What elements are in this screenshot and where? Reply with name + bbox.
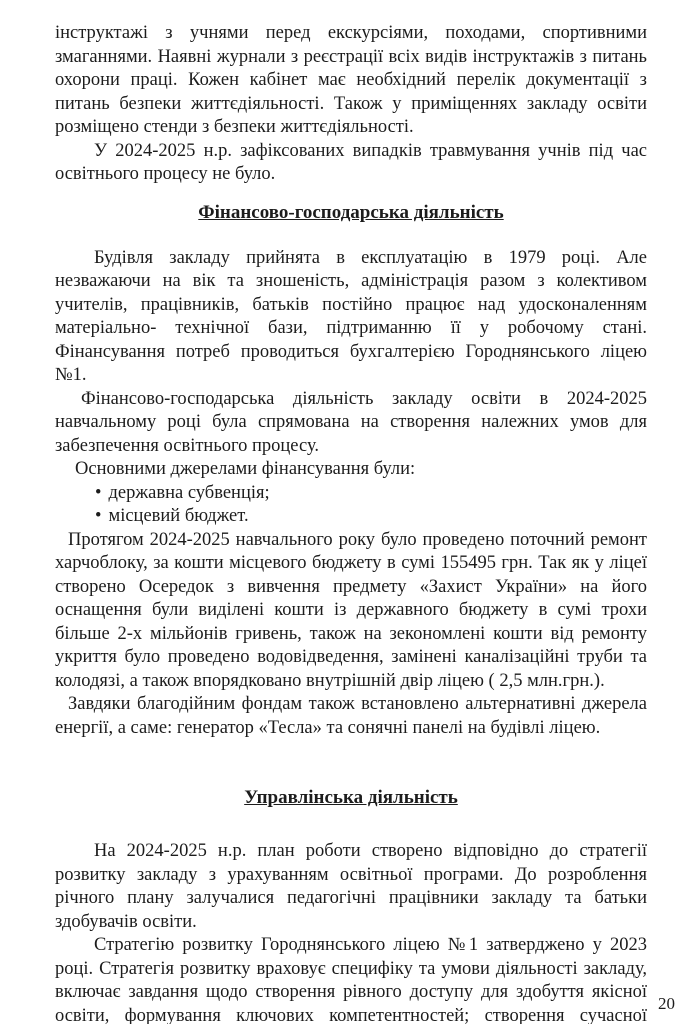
bullet-icon: • xyxy=(95,482,102,503)
section-heading-finance-text: Фінансово-господарська діяльність xyxy=(198,201,504,223)
paragraph-repairs-funding: Протягом 2024-2025 навчального року було проведено поточний ремонт харчоблоку, за кошти місцевого бюджету в сумі 155495 грн. Так як у ліцеї створено Осередок з вивчення предмету «Захист України» на його оснащення були виділені кошти із державного бюджету в сумі трохи більше 2-х мільйонів гривень, також на зекономлені кошти від ремонту укриття було проведено водовідведення, замінені каналізаційні труби та колодязі, а також впорядковано внутрішній двір ліцею ( 2,5 млн.грн.). xyxy=(55,529,647,691)
section-heading-finance xyxy=(55,201,647,225)
list-item-local-budget xyxy=(55,505,647,529)
paragraph-no-injuries: У 2024-2025 н.р. зафіксованих випадків травмування учнів під час освітнього процесу не було. xyxy=(55,140,647,184)
list-item-text: державна субвенція; xyxy=(108,482,270,503)
paragraph-development-strategy: Стратегію розвитку Городнянського ліцею №1 затверджено у 2023 році. Стратегія розвитку враховує специфіку та умови діяльності закладу, включає завдання щодо створення рівного доступу для здобуття якісної освіти, формування ключових компетентностей; створення сучасної xyxy=(55,935,647,1024)
paragraph-safety-instructions: інструктажі з учнями перед екскурсіями, походами, спортивними змаганнями. Наявні журнали з реєстрації всіх видів інструктажів з питань охорони праці. Кожен кабінет має необхідний перелік документації з питань безпеки життєдіяльності. Також у приміщеннях закладу освіти розміщено стенди з безпеки життєдіяльності. xyxy=(55,23,647,137)
list-item-text: місцевий бюджет. xyxy=(108,506,249,526)
funding-sources-label: Основними джерелами фінансування були: xyxy=(75,459,416,479)
bullet-icon: • xyxy=(95,506,102,526)
paragraph-charity-energy: Завдяки благодійним фондам також встановлено альтернативні джерела енергії, а саме: генератор «Тесла» та сонячні панелі на будівлі ліцею. xyxy=(55,694,647,738)
paragraph-work-plan: На 2024-2025 н.р. план роботи створено відповідно до стратегії розвитку закладу з урахуванням освітньої програми. До розроблення річного плану залучалися педагогічні працівники закладу та батьки здобувачів освіти. xyxy=(55,841,647,932)
paragraph-finance-activity: Фінансово-господарська діяльність закладу освіти в 2024-2025 навчальному році була спрямована на створення належних умов для забезпечення освітнього процесу. xyxy=(55,388,647,456)
section-heading-management-text: Управлінська діяльність xyxy=(244,787,458,808)
section-heading-management xyxy=(55,786,647,810)
list-item-state-subvention xyxy=(55,482,647,506)
page-number: 20 xyxy=(658,994,675,1013)
paragraph-building-history: Будівля закладу прийнята в експлуатацію в 1979 році. Але незважаючи на вік та зношеність, адміністрація разом з колективом учителів, працівників, батьків постійно працює над удосконаленням матеріально- технічної бази, підтриманню її у робочому стані. Фінансування потреб проводиться бухгалтерією Городнянського ліцею №1. xyxy=(55,247,647,385)
